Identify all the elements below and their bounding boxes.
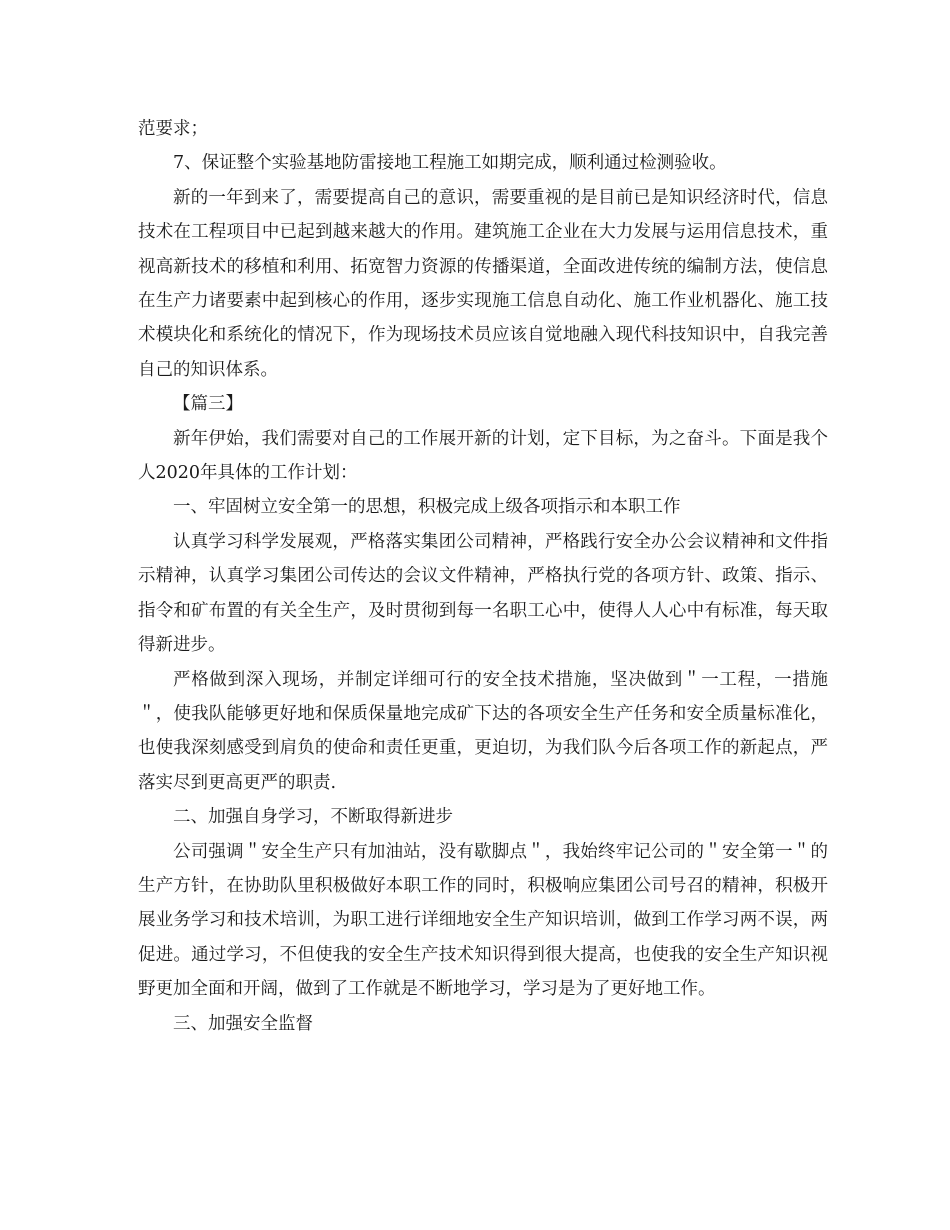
- section-heading-part-three: 【篇三】: [173, 394, 243, 415]
- heading-section-two: 二、加强自身学习，不断取得新进步: [173, 807, 453, 828]
- paragraph-learning: 公司强调＂安全生产只有加油站，没有歇脚点＂，我始终牢记公司的＂安全第一＂的生产方针，在协助队里积极做好本职工作的同时，积极响应集团公司号召的精神，积极开展业务学习和技术培训，为职工进行详细地安全生产知识培训，做到工作学习两不误，两促进。通过学习，不但使我的安全生产技术知识得到很大提高，也使我的安全生产知识视野更加全面和开阔，做到了工作就是不断地学习，学习是为了更好地工作。: [138, 841, 828, 1000]
- paragraph-onsite: 严格做到深入现场，并制定详细可行的安全技术措施，坚决做到＂一工程，一措施＂，使我队能够更好地和保质保量地完成矿下达的各项安全生产任务和安全质量标准化，也使我深刻感受到肩负的使命和责任更重，更迫切，为我们队今后各项工作的新起点，严落实尽到更高更严的职责.: [138, 669, 828, 793]
- paragraph-continuation: 范要求；: [138, 119, 208, 139]
- heading-section-one: 一、牢固树立安全第一的思想，积极完成上级各项指示和本职工作: [173, 497, 681, 518]
- paragraph-intro: 新年伊始，我们需要对自己的工作展开新的计划，定下目标，为之奋斗。下面是我个人2020年具体的工作计划：: [138, 428, 828, 484]
- paragraph-new-year-it: 新的一年到来了，需要提高自己的意识，需要重视的是目前已是知识经济时代，信息技术在工程项目中已起到越来越大的作用。建筑施工企业在大力发展与运用信息技术，重视高新技术的移植和利用、拓宽智力资源的传播渠道，全面改进传统的编制方法，使信息在生产力诸要素中起到核心的作用，逐步实现施工信息自动化、施工作业机器化、施工技术模块化和系统化的情况下，作为现场技术员应该自觉地融入现代科技知识中，自我完善自己的知识体系。: [138, 187, 828, 380]
- heading-section-three: 三、加强安全监督: [173, 1013, 313, 1034]
- paragraph-item-7: 7、保证整个实验基地防雷接地工程施工如期完成，顺利通过检测验收。: [173, 153, 727, 174]
- document-body: [138, 112, 828, 1041]
- paragraph-study: 认真学习科学发展观，严格落实集团公司精神，严格践行安全办公会议精神和文件指示精神，认真学习集团公司传达的会议文件精神，严格执行党的各项方针、政策、指示、指令和矿布置的有关全生产，及时贯彻到每一名职工心中，使得人人心中有标准，每天取得新进步。: [138, 531, 828, 656]
